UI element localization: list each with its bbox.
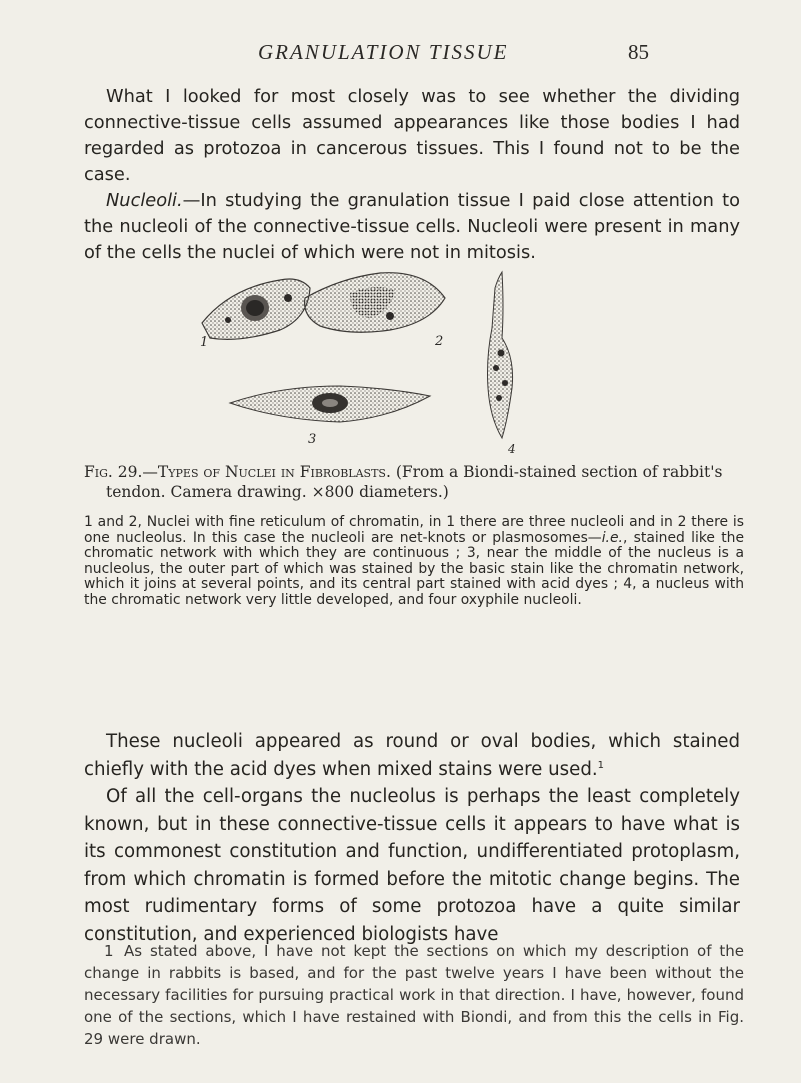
- footnote: [84, 940, 744, 1050]
- paragraph2-text-a: These nucleoli appeared as round or oval bodies, which stained chiefly with the acid dyes when mixed stains were used.: [84, 731, 740, 780]
- caption-title: —Types of Nuclei in Fibroblasts.: [142, 463, 391, 481]
- figure-29-illustration: [190, 268, 630, 460]
- figure-label-4: 4: [508, 442, 516, 456]
- paragraph-round-bodies: [84, 728, 740, 783]
- paragraph-nucleoli-bodies: [84, 728, 740, 948]
- nucleus-1: [200, 279, 310, 350]
- page-number: 85: [628, 40, 649, 64]
- nucleoli-term: Nucleoli.: [106, 190, 183, 211]
- caption-fig-label: Fig. 29.: [84, 463, 143, 481]
- legend-text-pre: 1 and 2, Nuclei with fine reticulum of chromatin, in 1 there are three nucleoli and in 2 there is one nucleolus. In this case the nucleoli are net-knots or plasmosomes—: [84, 514, 744, 546]
- footnote-mark: 1: [104, 942, 114, 960]
- figure-label-2: 2: [435, 334, 444, 349]
- legend-ie: i.e.: [601, 529, 623, 546]
- nucleus-3: [230, 386, 430, 447]
- paragraph-nucleoli: [84, 188, 740, 266]
- caption-text: (From a Biondi-stained section of rabbit's tendon. Camera drawing. ×800 diameters.): [106, 463, 723, 501]
- running-head: GRANULATION TISSUE: [258, 40, 509, 64]
- paragraph-intro: [84, 84, 740, 266]
- paragraph-cell-organs: Of all the cell-organs the nucleolus is perhaps the least completely known, but in these connective-tissue cells it appears to have what is its commonest constitution and function, undifferentiated protoplasm, from which chromatin is formed before the mitotic change begins. The most rudimentary forms of some protozoa have a quite similar constitution, and experienced biologists have: [84, 786, 740, 945]
- nucleus-4: [488, 272, 516, 456]
- paragraph-protozoa: What I looked for most closely was to see whether the dividing connective-tissue cells assumed appearances like those bodies I had regarded as protozoa in cancerous tissues. This I found not to be the case.: [84, 86, 740, 185]
- figure-label-3: 3: [308, 432, 317, 447]
- figure-label-1: 1: [200, 335, 209, 350]
- nucleus-2: [305, 273, 445, 349]
- footnote-text: As stated above, I have not kept the sections on which my description of the change in rabbits is based, and for the past twelve years I have been without the necessary facilities for pursuing practical work in that direction. I have, however, found one of the sections, which I have restained with Biondi, and from this the cells in Fig. 29 were drawn.: [84, 942, 744, 1048]
- footnote-reference[interactable]: 1: [597, 759, 605, 771]
- page-header: [0, 40, 801, 70]
- figure-caption: [84, 462, 744, 502]
- figure-legend: [84, 515, 744, 609]
- nucleoli-text: —In studying the granulation tissue I paid close attention to the nucleoli of the connective-tissue cells. Nucleoli were present in many of the cells the nuclei of which were not in mitosis.: [84, 190, 740, 263]
- legend-text-post: , stained like the chromatic network with which they are continuous ; 3, near the middle of the nucleus is a nucleolus, the outer part of which was stained by the basic stain like the chromatin network, which it joins at several points, and its central part stained with acid dyes ; 4, a nucleus with the chromatic network very little developed, and four oxyphile nucleoli.: [84, 529, 744, 608]
- fibroblast-nuclei-drawing: [190, 268, 630, 460]
